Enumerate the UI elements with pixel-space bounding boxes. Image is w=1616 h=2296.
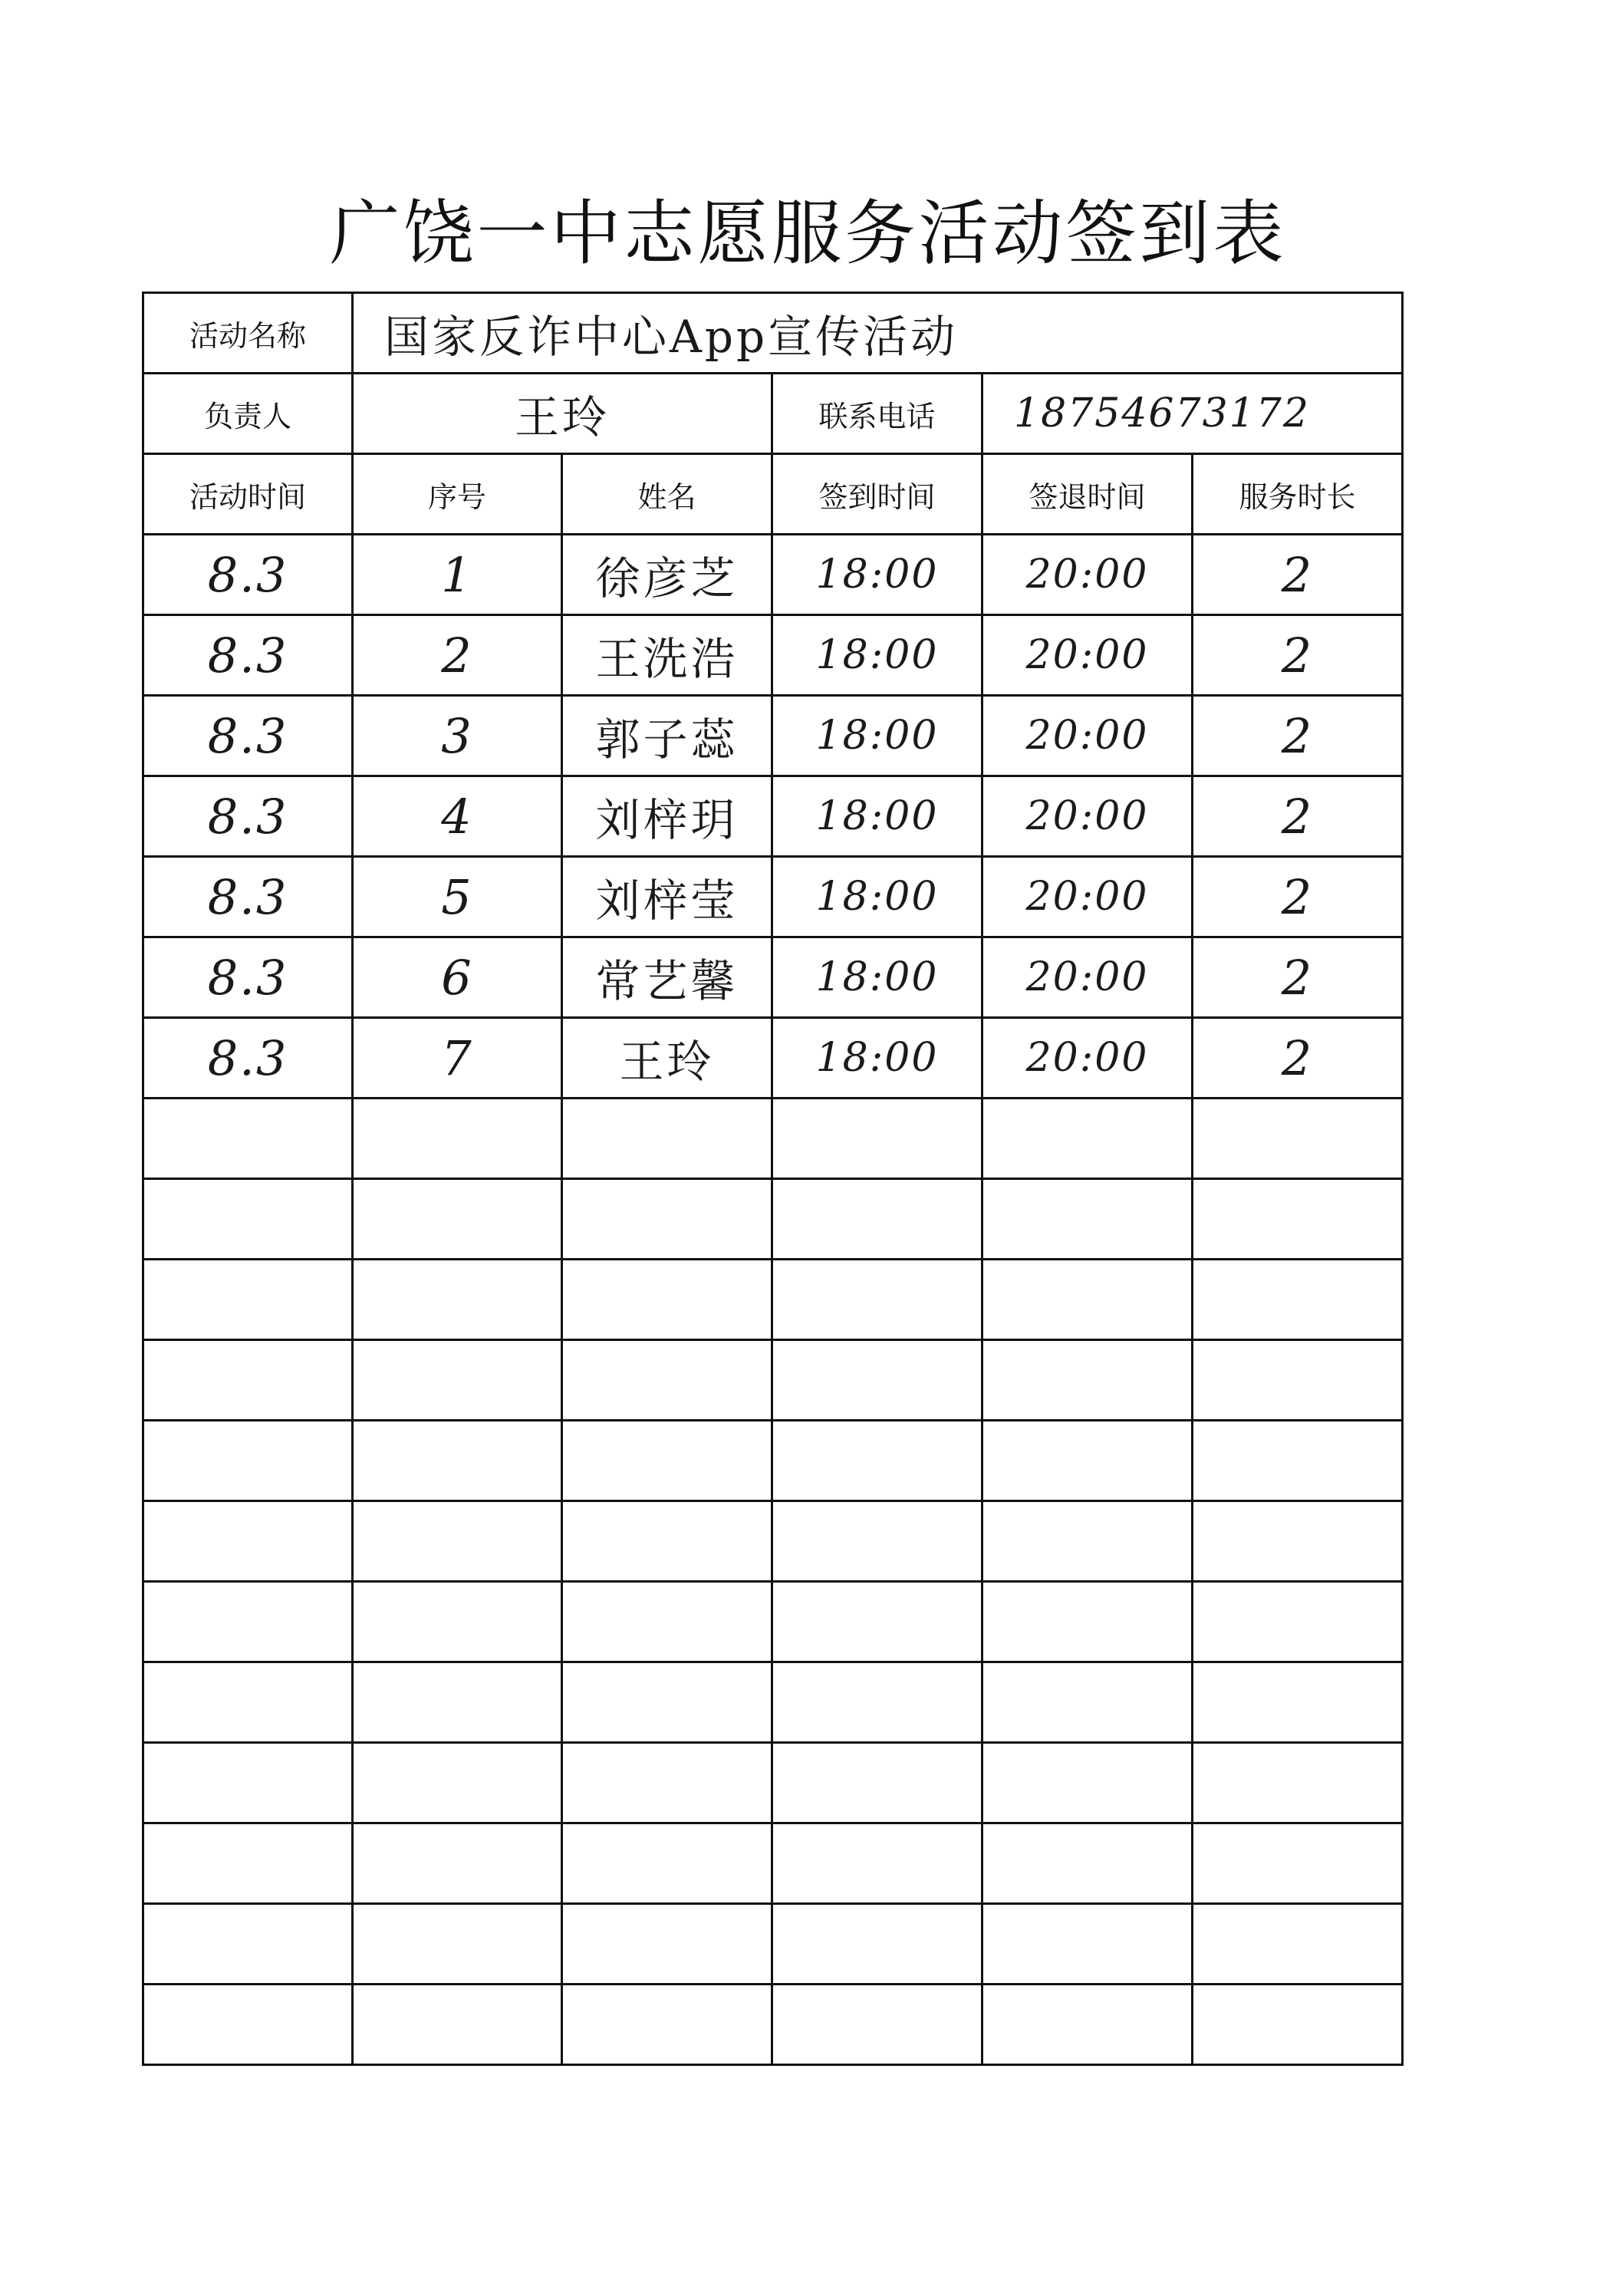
column-header-row [143,454,1403,535]
empty-cell [143,1985,353,2065]
empty-cell [562,1662,772,1743]
number-cell: 7 [353,1018,562,1099]
empty-cell [982,1904,1193,1985]
empty-cell [143,1260,353,1340]
empty-cell [353,1179,562,1260]
empty-row [143,1340,1403,1421]
empty-row [143,1823,1403,1904]
table-row [143,696,1403,776]
empty-cell [353,1662,562,1743]
table-row [143,776,1403,857]
empty-cell [143,1179,353,1260]
empty-cell [982,1340,1193,1421]
empty-cell [772,1743,982,1823]
empty-cell [772,1985,982,2065]
empty-row [143,1743,1403,1823]
leader-value: 王玲 [353,374,772,454]
empty-cell [353,1340,562,1421]
date-cell: 8.3 [143,937,353,1018]
empty-cell [353,1501,562,1582]
table-row [143,615,1403,696]
number-cell: 5 [353,857,562,937]
empty-cell [1193,1743,1403,1823]
empty-row [143,1421,1403,1501]
empty-cell [353,1260,562,1340]
sign-out-time-cell: 20:00 [982,535,1193,615]
empty-cell [562,1823,772,1904]
empty-cell [562,1501,772,1582]
empty-cell [562,1099,772,1179]
empty-cell [562,1260,772,1340]
empty-cell [143,1340,353,1421]
empty-cell [772,1179,982,1260]
service-hours-cell: 2 [1193,535,1403,615]
date-cell: 8.3 [143,696,353,776]
empty-cell [982,1582,1193,1662]
empty-cell [1193,1662,1403,1743]
empty-row [143,1985,1403,2065]
service-hours-cell: 2 [1193,615,1403,696]
empty-cell [772,1340,982,1421]
empty-cell [1193,1985,1403,2065]
empty-cell [982,1985,1193,2065]
empty-cell [1193,1260,1403,1340]
name-cell: 常艺馨 [562,937,772,1018]
sign-in-time-cell: 18:00 [772,696,982,776]
empty-row [143,1501,1403,1582]
empty-cell [353,1421,562,1501]
empty-cell [1193,1582,1403,1662]
empty-cell [772,1904,982,1985]
leader-row [143,374,1403,454]
empty-cell [772,1501,982,1582]
number-cell: 1 [353,535,562,615]
empty-cell [353,1823,562,1904]
number-cell: 6 [353,937,562,1018]
name-cell: 刘梓玥 [562,776,772,857]
empty-cell [143,1904,353,1985]
empty-cell [772,1823,982,1904]
number-cell: 2 [353,615,562,696]
empty-row [143,1662,1403,1743]
empty-cell [1193,1421,1403,1501]
sign-in-table [142,292,1404,2066]
empty-cell [143,1421,353,1501]
empty-cell [353,1985,562,2065]
table-row [143,535,1403,615]
empty-cell [982,1823,1193,1904]
activity-name-row [143,293,1403,374]
empty-cell [143,1743,353,1823]
empty-cell [982,1099,1193,1179]
empty-row [143,1179,1403,1260]
sign-in-time-cell: 18:00 [772,937,982,1018]
name-cell: 徐彦芝 [562,535,772,615]
table-row [143,1018,1403,1099]
column-header-date: 活动时间 [143,454,353,535]
empty-cell [772,1260,982,1340]
column-header-no: 序号 [353,454,562,535]
empty-cell [982,1501,1193,1582]
empty-cell [772,1582,982,1662]
sign-out-time-cell: 20:00 [982,696,1193,776]
sign-in-time-cell: 18:00 [772,535,982,615]
name-cell: 王玲 [562,1018,772,1099]
sign-in-time-cell: 18:00 [772,615,982,696]
empty-cell [353,1904,562,1985]
table-body [143,293,1403,2065]
empty-cell [562,1904,772,1985]
phone-label: 联系电话 [772,374,982,454]
phone-value: 18754673172 [982,374,1403,454]
service-hours-cell: 2 [1193,937,1403,1018]
empty-row [143,1260,1403,1340]
empty-row [143,1582,1403,1662]
empty-cell [982,1743,1193,1823]
table-row [143,857,1403,937]
empty-cell [982,1260,1193,1340]
empty-cell [143,1099,353,1179]
empty-cell [1193,1904,1403,1985]
sign-in-time-cell: 18:00 [772,1018,982,1099]
date-cell: 8.3 [143,776,353,857]
empty-cell [353,1743,562,1823]
sign-out-time-cell: 20:00 [982,615,1193,696]
date-cell: 8.3 [143,535,353,615]
service-hours-cell: 2 [1193,857,1403,937]
empty-cell [143,1823,353,1904]
number-cell: 3 [353,696,562,776]
empty-cell [562,1582,772,1662]
empty-cell [772,1662,982,1743]
leader-label: 负责人 [143,374,353,454]
empty-cell [1193,1179,1403,1260]
empty-cell [1193,1099,1403,1179]
activity-name-label: 活动名称 [143,293,353,374]
column-header-sign-out: 签退时间 [982,454,1193,535]
page-title: 广饶一中志愿服务活动签到表 [329,193,1287,275]
empty-cell [562,1985,772,2065]
empty-cell [143,1582,353,1662]
empty-cell [982,1421,1193,1501]
sign-in-time-cell: 18:00 [772,857,982,937]
empty-cell [772,1099,982,1179]
empty-cell [772,1421,982,1501]
service-hours-cell: 2 [1193,776,1403,857]
empty-cell [353,1099,562,1179]
service-hours-cell: 2 [1193,696,1403,776]
empty-cell [1193,1823,1403,1904]
empty-cell [1193,1340,1403,1421]
sign-out-time-cell: 20:00 [982,776,1193,857]
name-cell: 郭子蕊 [562,696,772,776]
empty-cell [982,1662,1193,1743]
table-row [143,937,1403,1018]
activity-name-value: 国家反诈中心App宣传活动 [353,293,1403,374]
sign-out-time-cell: 20:00 [982,1018,1193,1099]
empty-row [143,1099,1403,1179]
sign-in-time-cell: 18:00 [772,776,982,857]
date-cell: 8.3 [143,857,353,937]
column-header-sign-in: 签到时间 [772,454,982,535]
sign-out-time-cell: 20:00 [982,857,1193,937]
date-cell: 8.3 [143,615,353,696]
name-cell: 王洗浩 [562,615,772,696]
empty-cell [143,1662,353,1743]
empty-cell [562,1340,772,1421]
empty-cell [562,1179,772,1260]
service-hours-cell: 2 [1193,1018,1403,1099]
empty-cell [353,1582,562,1662]
sign-out-time-cell: 20:00 [982,937,1193,1018]
number-cell: 4 [353,776,562,857]
empty-cell [982,1179,1193,1260]
empty-row [143,1904,1403,1985]
empty-cell [562,1421,772,1501]
date-cell: 8.3 [143,1018,353,1099]
name-cell: 刘梓莹 [562,857,772,937]
column-header-name: 姓名 [562,454,772,535]
column-header-hours: 服务时长 [1193,454,1403,535]
empty-cell [1193,1501,1403,1582]
empty-cell [562,1743,772,1823]
empty-cell [143,1501,353,1582]
